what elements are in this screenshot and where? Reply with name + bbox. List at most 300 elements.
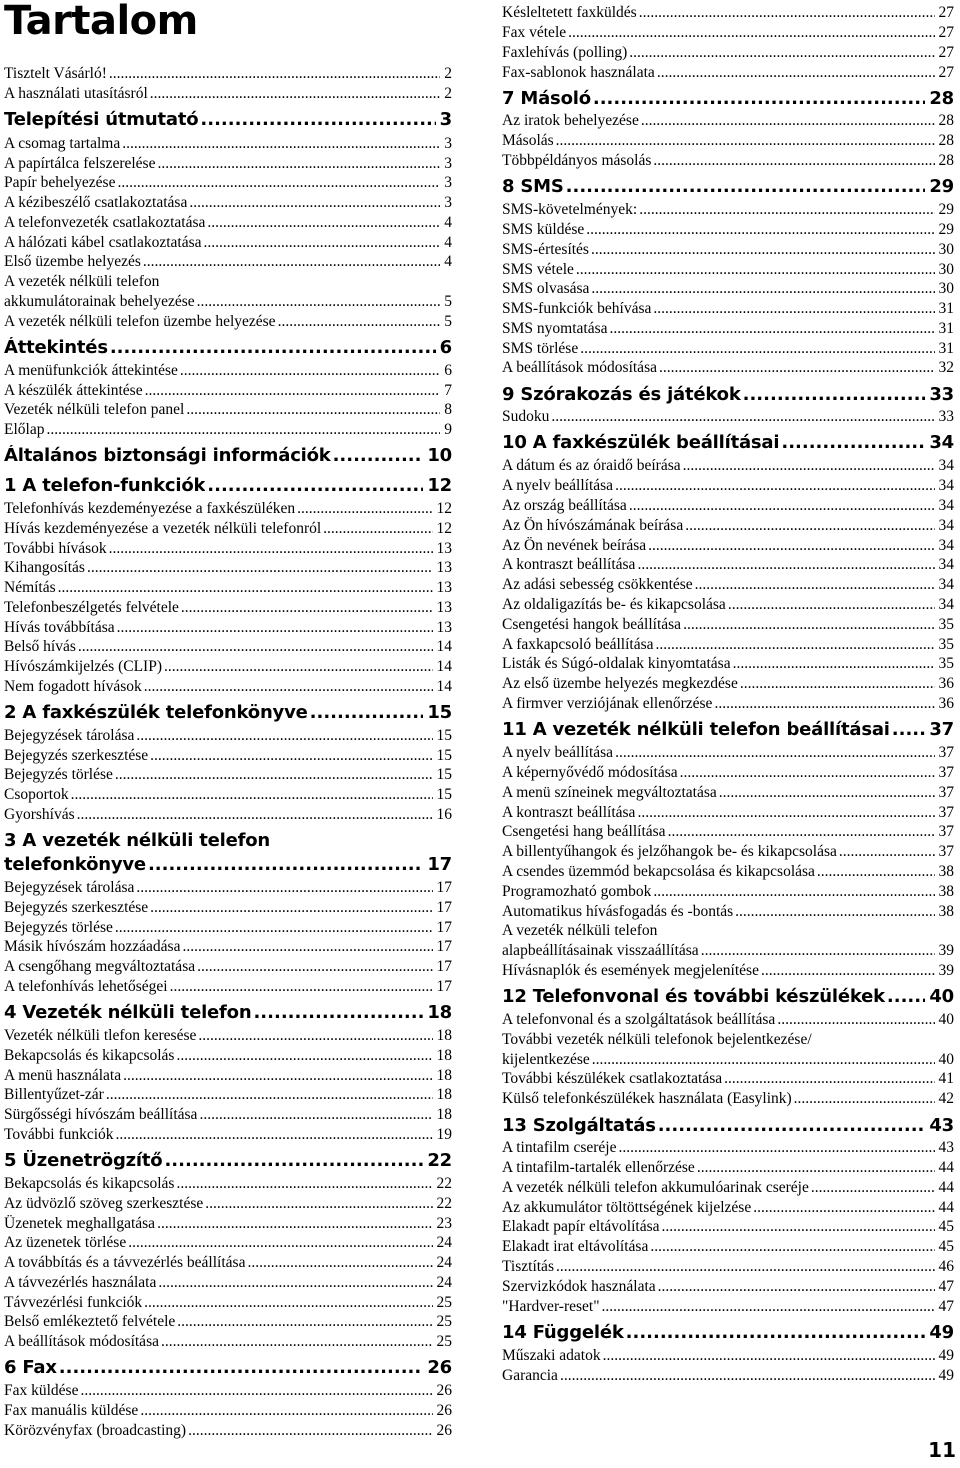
toc-dot-leader: [117, 174, 440, 192]
toc-entry[interactable]: [4, 956, 452, 976]
toc-entry[interactable]: [4, 784, 452, 804]
toc-dot-leader: [659, 359, 935, 377]
toc-entry-title: 12 Telefonvonal és további készülékek: [502, 986, 885, 1007]
toc-page-number: 24: [436, 1274, 452, 1291]
toc-entry-title: "Hardver-reset": [502, 1298, 600, 1315]
toc-entry[interactable]: [4, 538, 452, 558]
toc-entry-title: A készülék áttekintése: [4, 382, 143, 399]
toc-entry[interactable]: [502, 535, 954, 555]
toc-entry[interactable]: [502, 901, 954, 921]
toc-entry[interactable]: [502, 1029, 954, 1049]
toc-dot-leader: [207, 475, 423, 497]
toc-page-number: 4: [444, 253, 452, 270]
toc-entry[interactable]: [502, 219, 954, 239]
toc-entry-title: Késleltetett faxküldés: [502, 4, 637, 21]
toc-entry[interactable]: [4, 617, 452, 637]
toc-entry[interactable]: [502, 278, 954, 298]
toc-entry[interactable]: [502, 821, 954, 841]
toc-entry-title: Automatikus hívásfogadás és -bontás: [502, 903, 734, 920]
toc-entry[interactable]: [4, 172, 452, 192]
toc-entry[interactable]: [502, 406, 954, 426]
toc-dot-leader: [189, 194, 440, 212]
toc-entry-title: Külső telefonkészülékek használata (Easylink): [502, 1090, 792, 1107]
toc-dot-leader: [150, 85, 440, 103]
toc-page-number: 37: [938, 804, 954, 821]
toc-dot-leader: [566, 176, 926, 198]
toc-dot-leader: [662, 1218, 935, 1236]
toc-entry[interactable]: [4, 311, 452, 331]
toc-entry[interactable]: [502, 614, 954, 634]
toc-entry-title: 9 Szórakozás és játékok: [502, 384, 741, 405]
toc-entry-title: Listák és Súgó-oldalak kinyomtatása: [502, 655, 731, 672]
toc-entry[interactable]: [4, 764, 452, 784]
toc-entry[interactable]: [502, 841, 954, 861]
toc-entry[interactable]: [4, 360, 452, 380]
toc-section-heading[interactable]: [502, 86, 954, 110]
toc-entry[interactable]: [502, 742, 954, 762]
toc-entry[interactable]: [4, 577, 452, 597]
toc-entry[interactable]: [4, 1311, 452, 1331]
toc-dot-leader: [148, 854, 423, 876]
toc-entry[interactable]: [502, 110, 954, 130]
toc-entry[interactable]: [502, 259, 954, 279]
toc-entry-title: akkumulátorainak behelyezése: [4, 293, 195, 310]
toc-dot-leader: [157, 1215, 432, 1233]
toc-entry-title: Némítás: [4, 579, 56, 596]
toc-entry[interactable]: [4, 636, 452, 656]
toc-dot-leader: [653, 152, 934, 170]
toc-entry-title: A tintafilm-tartalék ellenőrzése: [502, 1159, 695, 1176]
toc-page-number: 40: [929, 986, 954, 1007]
toc-entry[interactable]: [502, 1137, 954, 1157]
toc-page-number: 6: [444, 362, 452, 379]
toc-section-heading[interactable]: [502, 1320, 954, 1344]
toc-entry[interactable]: [4, 1124, 452, 1144]
toc-entry-title: Az iratok behelyezése: [502, 112, 639, 129]
toc-dot-leader: [310, 702, 424, 724]
toc-section-heading[interactable]: [502, 1113, 954, 1137]
toc-dot-leader: [591, 280, 934, 298]
toc-entry-title: Bejegyzés törlése: [4, 766, 113, 783]
toc-page-number: 28: [938, 112, 954, 129]
toc-dot-leader: [161, 1333, 433, 1351]
toc-entry[interactable]: [502, 861, 954, 881]
toc-entry[interactable]: [502, 318, 954, 338]
toc-entry-title: Garancia: [502, 1367, 558, 1384]
toc-entry[interactable]: [502, 130, 954, 150]
toc-dot-leader: [592, 1051, 935, 1069]
toc-page-number: 29: [938, 221, 954, 238]
toc-entry[interactable]: [502, 673, 954, 693]
toc-entry-title: 4 Vezeték nélküli telefon: [4, 1002, 252, 1023]
toc-entry[interactable]: [502, 239, 954, 259]
toc-page-number: 40: [938, 1011, 954, 1028]
toc-page-number: 10: [427, 445, 452, 466]
toc-entry-title: kijelentkezése: [502, 1051, 590, 1068]
toc-entry-title: Többpéldányos másolás: [502, 152, 652, 169]
toc-dot-leader: [637, 804, 934, 822]
toc-entry-title: A nyelv beállítása: [502, 744, 614, 761]
toc-dot-leader: [333, 445, 424, 467]
toc-entry[interactable]: [502, 455, 954, 475]
toc-entry-title: Sürgősségi hívószám beállítása: [4, 1106, 198, 1123]
toc-entry[interactable]: [4, 291, 452, 311]
toc-entry[interactable]: [502, 1216, 954, 1236]
toc-entry[interactable]: [4, 133, 452, 153]
toc-entry[interactable]: [502, 150, 954, 170]
toc-entry[interactable]: [502, 1365, 954, 1385]
toc-entry[interactable]: [4, 518, 452, 538]
toc-entry[interactable]: [502, 1157, 954, 1177]
toc-entry-title: A beállítások módosítása: [502, 359, 657, 376]
toc-entry-title: Az üzenetek törlése: [4, 1234, 127, 1251]
toc-page-number: 17: [436, 899, 452, 916]
toc-dot-leader: [197, 293, 441, 311]
toc-section-heading[interactable]: [502, 382, 954, 406]
toc-page-number: 3: [444, 194, 452, 211]
toc-entry-title: Másolás: [502, 132, 554, 149]
toc-page-number: 44: [938, 1199, 954, 1216]
toc-entry-title: Gyorshívás: [4, 806, 75, 823]
toc-page-number: 8: [444, 401, 452, 418]
toc-dot-leader: [653, 883, 934, 901]
toc-page-number: 25: [436, 1313, 452, 1330]
toc-entry-title: Áttekintés: [4, 337, 108, 358]
toc-dot-leader: [761, 962, 935, 980]
toc-entry[interactable]: [502, 338, 954, 358]
toc-entry[interactable]: [502, 960, 954, 980]
toc-dot-leader: [619, 1139, 935, 1157]
toc-entry-title: SMS olvasása: [502, 280, 590, 297]
toc-page-number: 37: [938, 784, 954, 801]
toc-page-number: 17: [427, 854, 452, 875]
toc-entry-title: További készülékek csatlakoztatása: [502, 1070, 723, 1087]
toc-page-number: 25: [436, 1333, 452, 1350]
toc-entry[interactable]: [4, 1272, 452, 1292]
toc-page-number: 14: [436, 658, 452, 675]
toc-entry-title: Csengetési hang beállítása: [502, 823, 666, 840]
toc-section-heading[interactable]: [4, 852, 452, 876]
toc-entry-title: A vezeték nélküli telefon: [502, 922, 658, 939]
toc-entry[interactable]: [502, 881, 954, 901]
toc-entry-title: Az Ön nevének beírása: [502, 537, 647, 554]
toc-dot-leader: [668, 823, 935, 841]
toc-entry[interactable]: [502, 634, 954, 654]
toc-entry-title: 14 Függelék: [502, 1322, 624, 1343]
toc-entry[interactable]: [4, 917, 452, 937]
toc-entry[interactable]: [4, 557, 452, 577]
toc-page-number: 22: [427, 1150, 452, 1171]
toc-entry-title: 8 SMS: [502, 176, 564, 197]
toc-entry[interactable]: [4, 380, 452, 400]
toc-entry[interactable]: [4, 1213, 452, 1233]
toc-entry[interactable]: [502, 1276, 954, 1296]
toc-page-number: 26: [427, 1357, 452, 1378]
toc-page-number: 13: [436, 579, 452, 596]
toc-dot-leader: [164, 658, 433, 676]
toc-entry[interactable]: [4, 399, 452, 419]
toc-page-number: 24: [436, 1254, 452, 1271]
toc-entry[interactable]: [502, 42, 954, 62]
toc-entry[interactable]: [502, 298, 954, 318]
toc-page-number: 15: [436, 727, 452, 744]
toc-dot-leader: [685, 517, 934, 535]
toc-entry[interactable]: [4, 725, 452, 745]
toc-entry-title: SMS-követelmények:: [502, 201, 638, 218]
toc-page-number: 39: [938, 962, 954, 979]
toc-entry[interactable]: [502, 495, 954, 515]
toc-entry[interactable]: [502, 1256, 954, 1276]
toc-entry[interactable]: [502, 62, 954, 82]
toc-entry[interactable]: [4, 83, 452, 103]
toc-page-number: 30: [938, 280, 954, 297]
toc-entry[interactable]: [4, 1065, 452, 1085]
toc-page-number: 16: [436, 806, 452, 823]
toc-page-number: 5: [444, 293, 452, 310]
toc-entry[interactable]: [4, 153, 452, 173]
toc-dot-leader: [697, 1159, 935, 1177]
toc-entry[interactable]: [4, 271, 452, 291]
toc-entry[interactable]: [502, 1197, 954, 1217]
toc-dot-leader: [46, 421, 440, 439]
toc-entry-title: A vezeték nélküli telefon akkumulóarinak cseréje: [502, 1179, 809, 1196]
toc-entry-title: SMS küldése: [502, 221, 585, 238]
toc-page-number: 28: [929, 88, 954, 109]
toc-entry-title: A csengőhang megváltoztatása: [4, 958, 196, 975]
toc-entry[interactable]: [4, 1104, 452, 1124]
toc-page-number: 32: [938, 359, 954, 376]
toc-page-number: 3: [444, 135, 452, 152]
toc-page-number: 19: [436, 1126, 452, 1143]
toc-dot-leader: [743, 384, 926, 406]
toc-dot-leader: [145, 382, 441, 400]
toc-dot-leader: [629, 497, 935, 515]
toc-entry[interactable]: [502, 1009, 954, 1029]
toc-entry-title: Előlap: [4, 421, 45, 438]
toc-entry[interactable]: [4, 1173, 452, 1193]
toc-dot-leader: [204, 234, 441, 252]
toc-dot-leader: [180, 362, 440, 380]
toc-entry[interactable]: [502, 1345, 954, 1365]
toc-section-heading[interactable]: [4, 1355, 452, 1379]
toc-dot-leader: [158, 1274, 432, 1292]
toc-page-number: 29: [929, 176, 954, 197]
toc-page-number: 13: [436, 619, 452, 636]
toc-entry[interactable]: [4, 192, 452, 212]
toc-dot-leader: [176, 1175, 432, 1193]
toc-entry[interactable]: [4, 1084, 452, 1104]
toc-entry-title: Fax manuális küldése: [4, 1402, 139, 1419]
toc-entry-title: Másik hívószám hozzáadása: [4, 938, 181, 955]
toc-entry[interactable]: [4, 656, 452, 676]
toc-dot-leader: [887, 986, 925, 1008]
toc-section-heading[interactable]: [502, 984, 954, 1008]
toc-entry[interactable]: [4, 676, 452, 696]
toc-entry[interactable]: [4, 1331, 452, 1351]
toc-section-heading[interactable]: [4, 443, 452, 467]
toc-entry[interactable]: [4, 1380, 452, 1400]
toc-entry-title: További hívások: [4, 540, 107, 557]
toc-entry[interactable]: [502, 1236, 954, 1256]
toc-entry[interactable]: [4, 1252, 452, 1272]
toc-entry-title: 13 Szolgáltatás: [502, 1115, 656, 1136]
toc-page-number: 17: [436, 978, 452, 995]
toc-entry[interactable]: [502, 515, 954, 535]
toc-entry-title: Első üzembe helyezés: [4, 253, 141, 270]
toc-entry-title: 11 A vezeték nélküli telefon beállításai: [502, 719, 890, 740]
toc-page-number: 34: [938, 537, 954, 554]
toc-entry-title: 1 A telefon-funkciók: [4, 475, 206, 496]
toc-page-number: 37: [938, 744, 954, 761]
toc-page-number: 7: [444, 382, 452, 399]
toc-entry-title: Az adási sebesség csökkentése: [502, 576, 693, 593]
toc-entry-title: Telefonhívás kezdeményezése a faxkészüléken: [4, 500, 296, 517]
toc-section-heading[interactable]: [4, 473, 452, 497]
toc-entry-title: A billentyűhangok és jelzőhangok be- és kikapcsolása: [502, 843, 837, 860]
toc-entry[interactable]: [502, 1088, 954, 1108]
toc-page-number: 37: [938, 823, 954, 840]
toc-entry[interactable]: [4, 419, 452, 439]
toc-dot-leader: [109, 65, 440, 83]
toc-entry-title: Belső hívás: [4, 638, 76, 655]
toc-page-number: 43: [938, 1139, 954, 1156]
toc-dot-leader: [777, 1011, 934, 1029]
toc-entry[interactable]: [4, 976, 452, 996]
toc-page-number: 13: [436, 599, 452, 616]
toc-dot-leader: [115, 919, 433, 937]
toc-page-number: 15: [427, 702, 452, 723]
toc-page-number: 28: [938, 132, 954, 149]
toc-entry[interactable]: [502, 1049, 954, 1069]
toc-entry[interactable]: [4, 597, 452, 617]
toc-entry-title: Programozható gombok: [502, 883, 652, 900]
toc-dot-leader: [576, 261, 935, 279]
toc-page-number: 15: [436, 786, 452, 803]
toc-entry[interactable]: [502, 762, 954, 782]
toc-page-number: 18: [436, 1106, 452, 1123]
toc-entry[interactable]: [502, 693, 954, 713]
toc-entry[interactable]: [502, 475, 954, 495]
toc-entry[interactable]: [4, 897, 452, 917]
toc-page-number: 3: [439, 109, 452, 130]
toc-entry[interactable]: [4, 936, 452, 956]
toc-entry-title: További funkciók: [4, 1126, 114, 1143]
toc-entry[interactable]: [502, 653, 954, 673]
toc-section-heading[interactable]: [4, 1148, 452, 1172]
toc-dot-leader: [568, 24, 934, 42]
toc-entry-title: Bejegyzés szerkesztése: [4, 747, 149, 764]
toc-entry-title: A továbbítás és a távvezérlés beállítása: [4, 1254, 246, 1271]
toc-entry[interactable]: [4, 1045, 452, 1065]
toc-dot-leader: [144, 1294, 432, 1312]
toc-page-number: 9: [444, 421, 452, 438]
toc-page-number: 35: [938, 616, 954, 633]
toc-page-number: 43: [929, 1115, 954, 1136]
toc-entry[interactable]: [502, 22, 954, 42]
toc-dot-leader: [626, 1322, 926, 1344]
toc-entry-title: Elakadt papír eltávolítása: [502, 1218, 660, 1235]
toc-entry[interactable]: [502, 802, 954, 822]
toc-entry[interactable]: [502, 594, 954, 614]
toc-entry[interactable]: [502, 2, 954, 22]
toc-dot-leader: [580, 340, 934, 358]
toc-entry[interactable]: [502, 920, 954, 940]
toc-page-number: 26: [436, 1402, 452, 1419]
toc-section-heading[interactable]: [502, 717, 954, 741]
toc-page-number: 34: [938, 517, 954, 534]
toc-entry[interactable]: [4, 251, 452, 271]
toc-entry[interactable]: [4, 498, 452, 518]
toc-entry[interactable]: [4, 1400, 452, 1420]
toc-dot-leader: [728, 596, 935, 614]
toc-page-number: 38: [938, 883, 954, 900]
toc-dot-leader: [794, 1090, 935, 1108]
toc-section-heading[interactable]: [4, 1000, 452, 1024]
toc-entry-title: A csendes üzemmód bekapcsolása és kikapcsolása: [502, 863, 815, 880]
toc-entry[interactable]: [4, 212, 452, 232]
toc-dot-leader: [637, 556, 934, 574]
toc-entry-title: Bejegyzések tárolása: [4, 727, 135, 744]
toc-section-heading[interactable]: [4, 107, 452, 131]
toc-entry-title: A kontraszt beállítása: [502, 556, 636, 573]
toc-dot-leader: [615, 744, 934, 762]
toc-entry[interactable]: [4, 1193, 452, 1213]
toc-dot-leader: [58, 579, 433, 597]
toc-entry[interactable]: [4, 745, 452, 765]
toc-entry-title: Bejegyzések tárolása: [4, 879, 135, 896]
toc-dot-leader: [556, 132, 935, 150]
toc-entry[interactable]: [502, 199, 954, 219]
toc-dot-leader: [170, 978, 433, 996]
toc-entry[interactable]: [4, 1292, 452, 1312]
toc-page-number: 26: [436, 1422, 452, 1439]
toc-section-heading[interactable]: [502, 174, 954, 198]
toc-entry[interactable]: [502, 782, 954, 802]
toc-entry-title: Faxlehívás (polling): [502, 44, 628, 61]
toc-dot-leader: [71, 786, 433, 804]
toc-dot-leader: [106, 1086, 433, 1104]
toc-section-heading[interactable]: [502, 430, 954, 454]
toc-dot-leader: [117, 619, 433, 637]
toc-entry[interactable]: [502, 1296, 954, 1316]
toc-section-heading[interactable]: [4, 335, 452, 359]
toc-page-number: 30: [938, 241, 954, 258]
toc-entry[interactable]: [4, 877, 452, 897]
toc-entry[interactable]: [502, 574, 954, 594]
toc-dot-leader: [735, 903, 934, 921]
toc-entry-title: A csomag tartalma: [4, 135, 121, 152]
toc-entry[interactable]: [4, 1232, 452, 1252]
toc-entry[interactable]: [4, 63, 452, 83]
toc-page-number: 12: [436, 500, 452, 517]
toc-page-number: 15: [436, 747, 452, 764]
toc-entry-title: Belső emlékeztető felvétele: [4, 1313, 176, 1330]
toc-entry[interactable]: [502, 357, 954, 377]
toc-dot-leader: [658, 1115, 926, 1137]
toc-entry[interactable]: [4, 1025, 452, 1045]
toc-entry[interactable]: [4, 1420, 452, 1440]
toc-entry[interactable]: [4, 804, 452, 824]
toc-entry[interactable]: [502, 1068, 954, 1088]
toc-entry[interactable]: [4, 232, 452, 252]
toc-entry-title: Sudoku: [502, 408, 550, 425]
toc-dot-leader: [650, 1238, 934, 1256]
toc-section-heading[interactable]: [4, 828, 452, 852]
toc-entry[interactable]: [502, 554, 954, 574]
toc-entry[interactable]: [502, 1177, 954, 1197]
toc-entry[interactable]: [502, 940, 954, 960]
toc-section-heading[interactable]: [4, 700, 452, 724]
